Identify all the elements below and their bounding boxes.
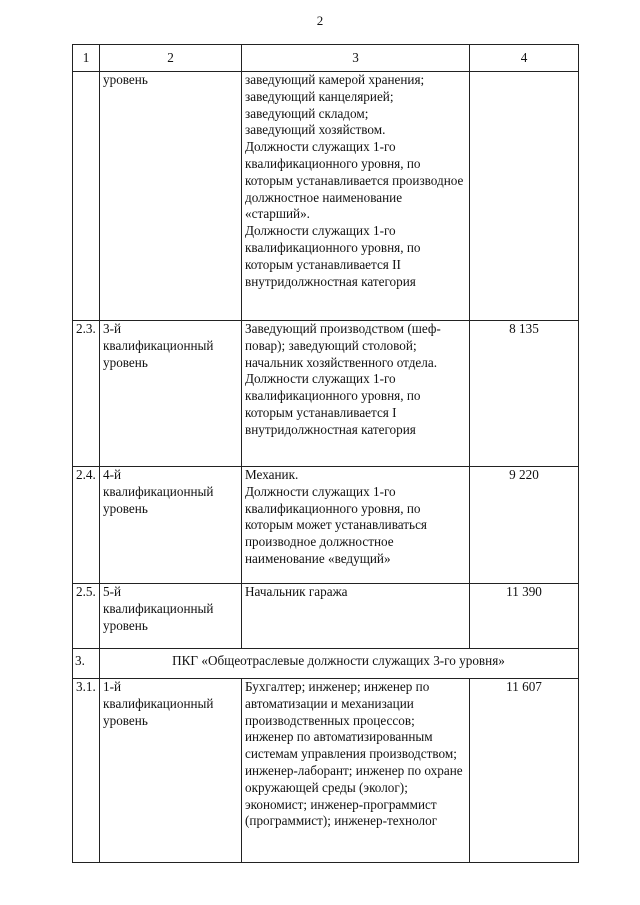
salary-value: 11 607 [470, 679, 579, 863]
column-header-3: 3 [242, 45, 470, 72]
qualification-level: 1-й квалификационный уровень [100, 679, 242, 863]
table-row [73, 467, 579, 584]
section-title: ПКГ «Общеотраслевые должности служащих 3-го уровня» [100, 649, 579, 679]
row-number: 3.1. [73, 679, 100, 863]
qualification-level: 3-й квалификационный уровень [100, 321, 242, 467]
table-row [73, 679, 579, 863]
qualification-level: 5-й квалификационный уровень [100, 584, 242, 649]
positions-list: Начальник гаража [242, 584, 470, 649]
qualification-level: 4-й квалификационный уровень [100, 467, 242, 584]
section-row [73, 649, 579, 679]
column-header-2: 2 [100, 45, 242, 72]
section-number: 3. [73, 649, 100, 679]
column-header-1: 1 [73, 45, 100, 72]
salary-value [470, 72, 579, 321]
salary-value: 8 135 [470, 321, 579, 467]
table-header-row [73, 45, 579, 72]
positions-list: Заведующий производством (шеф-повар); заведующий столовой; начальник хозяйственного отдела. Должности служащих 1-го квалификационного уровня, по которым устанавливается I внутридолжностная категория [242, 321, 470, 467]
positions-list: Бухгалтер; инженер; инженер по автоматизации и механизации производственных процессов; инженер по автоматизированным системам управления производством; инженер-лаборант; инженер по охране окружающей среды (эколог); экономист; инженер-программист (программист); инженер-технолог [242, 679, 470, 863]
row-number [73, 72, 100, 321]
table-row [73, 321, 579, 467]
column-header-4: 4 [470, 45, 579, 72]
salary-value: 11 390 [470, 584, 579, 649]
table-row [73, 72, 579, 321]
row-number: 2.4. [73, 467, 100, 584]
table-row [73, 584, 579, 649]
positions-list: Механик. Должности служащих 1-го квалификационного уровня, по которым может устанавливаться производное должностное наименование «ведущий» [242, 467, 470, 584]
salary-table [72, 44, 579, 863]
salary-value: 9 220 [470, 467, 579, 584]
positions-list: заведующий камерой хранения; заведующий канцелярией; заведующий складом; заведующий хозяйством. Должности служащих 1-го квалификационного уровня, по которым устанавливается производное должностное наименование «старший». Должности служащих 1-го квалификационного уровня, по которым устанавливается II внутридолжностная категория [242, 72, 470, 321]
row-number: 2.3. [73, 321, 100, 467]
page-number: 2 [316, 13, 324, 28]
row-number: 2.5. [73, 584, 100, 649]
qualification-level: уровень [100, 72, 242, 321]
